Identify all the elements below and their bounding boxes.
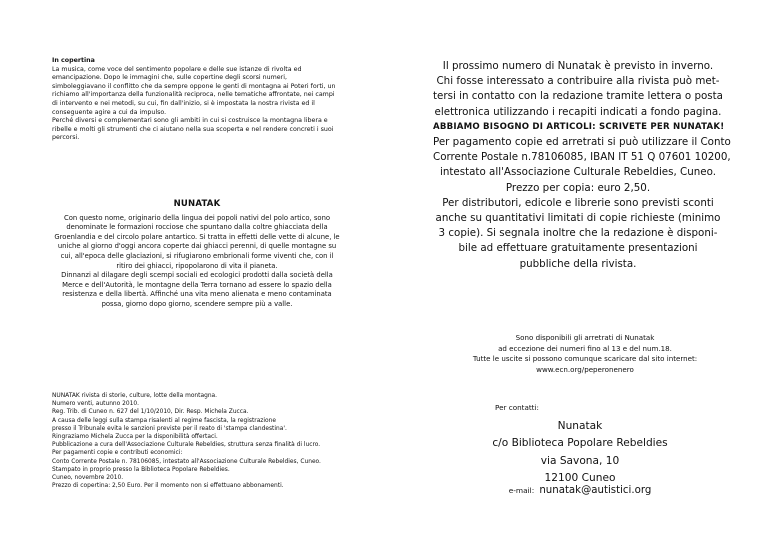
cover-description [52,57,342,143]
colophon-line: Per pagamenti copie e contributi economici: [52,450,183,457]
colophon-line: Cuneo, novembre 2010. [52,475,124,482]
info-line: bile ad effettuare gratuitamente presentazioni [458,242,698,255]
next-issue-info [433,59,731,272]
colophon-line: presso il Tribunale evita le sanzioni previste per il reato di 'stampa clandestina'. [52,425,287,432]
colophon-line: Prezzo di copertina: 2,50 Euro. Per il momento non si effettuano abbonamenti. [52,483,284,490]
cover-title: In copertina [52,57,95,64]
back-issues-line: Tutte le uscite si possono comunque scaricare dal sito internet: [472,354,698,364]
colophon-line: Numero venti, autunno 2010. [52,401,139,408]
address-line: c/o Biblioteca Popolare Rebeldies [492,437,668,450]
info-line: 3 copie). Si segnala inoltre che la redazione è disponi- [438,227,718,240]
info-line: elettronica utilizzando i recapiti indicati a fondo pagina. [434,105,722,118]
website-link[interactable]: www.ecn.org/peperonenero [536,364,634,374]
nunatak-paragraph: Con questo nome, originario della lingua dei popoli nativi del polo artico, sono denominate le formazioni rocciose che spuntano dalla coltre ghiacciata della Groenlandia e del circolo polare antartico. Si tratta in effetti delle vette di alcune, le uniche al giorno d'oggi ancora coperte dai ghiacci perenni, di quelle montagne su cui, all'epoca delle glaciazioni, si rifugiarono embrionali forme viventi che, con il ritiro dei ghiacci, ripopolarono di vita il pianeta. [54,213,340,270]
price-line: Prezzo per copia: euro 2,50. [505,181,651,194]
back-issues-line: Sono disponibili gli arretrati di Nunatak [515,333,655,342]
address-line: via Savona, 10 [540,454,620,467]
colophon-line: Reg. Trib. di Cuneo n. 627 del 1/10/2010, Dir. Resp. Michela Zucca. [52,409,249,416]
contact-label: Per contatti: [495,403,539,412]
nunatak-paragraph: Dinnanzi al dilagare degli scempi sociali ed ecologici prodotti dalla società della Merce e dell'Autorità, le montagne della Terra tornano ad essere lo spazio della resistenza e della libertà. Affinché una vita meno alienata e meno contaminata possa, giorno dopo giorno, scendere sempre più a valle. [61,271,333,308]
colophon-line: A causa delle leggi sulla stampa risalenti al regime fascista, la registrazione [52,417,276,424]
colophon-line: Ringraziamo Michela Zucca per la disponibilità offertaci. [52,434,218,441]
info-line: Il prossimo numero di Nunatak è previsto in inverno. [442,60,714,72]
colophon-line: Stampato in proprio presso la Biblioteca Popolare Rebeldies. [52,466,230,473]
email-label: e-mail: [508,486,535,495]
address-line: 12100 Cuneo [544,472,616,485]
email-link[interactable]: nunatak@autistici.org [539,485,652,496]
info-line: intestato all'Associazione Culturale Rebeldies, Cuneo. [439,166,717,179]
address-line: Nunatak [557,420,603,432]
info-line: anche su quantitativi limitati di copie richieste (minimo [435,212,721,225]
cover-paragraph: La musica, come voce del sentimento popolare e delle sue istanze di rivolta ed emancipazione. Dopo le immagini che, sulle copertine degli scorsi numeri, simboleggiavano il conflitto che da sempre oppone le genti di montagna ai Poteri forti, un richiamo all'importanza della funzionalità reciproca, nelle tematiche affrontate, nei campi di intervento e nei metodi, su cui, fin dall'inizio, si è impostata la nostra rivista ed il conseguente agire a cui da impulso. [52,65,336,116]
back-issues-info [445,333,725,375]
colophon-line: Conto Corrente Postale n. 78106085, intestato all'Associazione Culturale Rebeldies, Cuneo. [52,458,321,465]
nunatak-title: NUNATAK [173,199,221,209]
call-for-articles: ABBIAMO BISOGNO DI ARTICOLI: SCRIVETE PER NUNATAK! [433,121,725,132]
info-line: tersi in contatto con la redazione tramite lettera o posta [433,90,723,103]
colophon-line: NUNATAK rivista di storie, culture, lotte della montagna. [52,393,218,399]
cover-paragraph: Perché diversi e complementari sono gli ambiti in cui si costruisce la montagna libera e ribelle e molti gli strumenti che ci aiutano nella sua scoperta e nel rendere concreti i suoi percorsi. [52,117,334,142]
info-line: Per distributori, edicole e librerie sono previsti sconti [442,196,714,209]
info-line: Chi fosse interessato a contribuire alla rivista può met- [436,75,720,88]
info-line: Corrente Postale n.78106085, IBAN IT 51 Q 07601 10200, [433,151,731,164]
colophon-line: Pubblicazione a cura dell'Associazione Culturale Rebeldies, struttura senza finalità di lucro. [52,442,321,449]
contact-email [460,478,700,497]
nunatak-definition [52,200,342,310]
back-issues-line: ad eccezione dei numeri fino al 13 e del num.18. [498,343,672,353]
colophon [52,392,352,490]
info-line: pubbliche della rivista. [519,257,637,270]
info-line: Per pagamento copie ed arretrati si può utilizzare il Conto [433,136,731,149]
